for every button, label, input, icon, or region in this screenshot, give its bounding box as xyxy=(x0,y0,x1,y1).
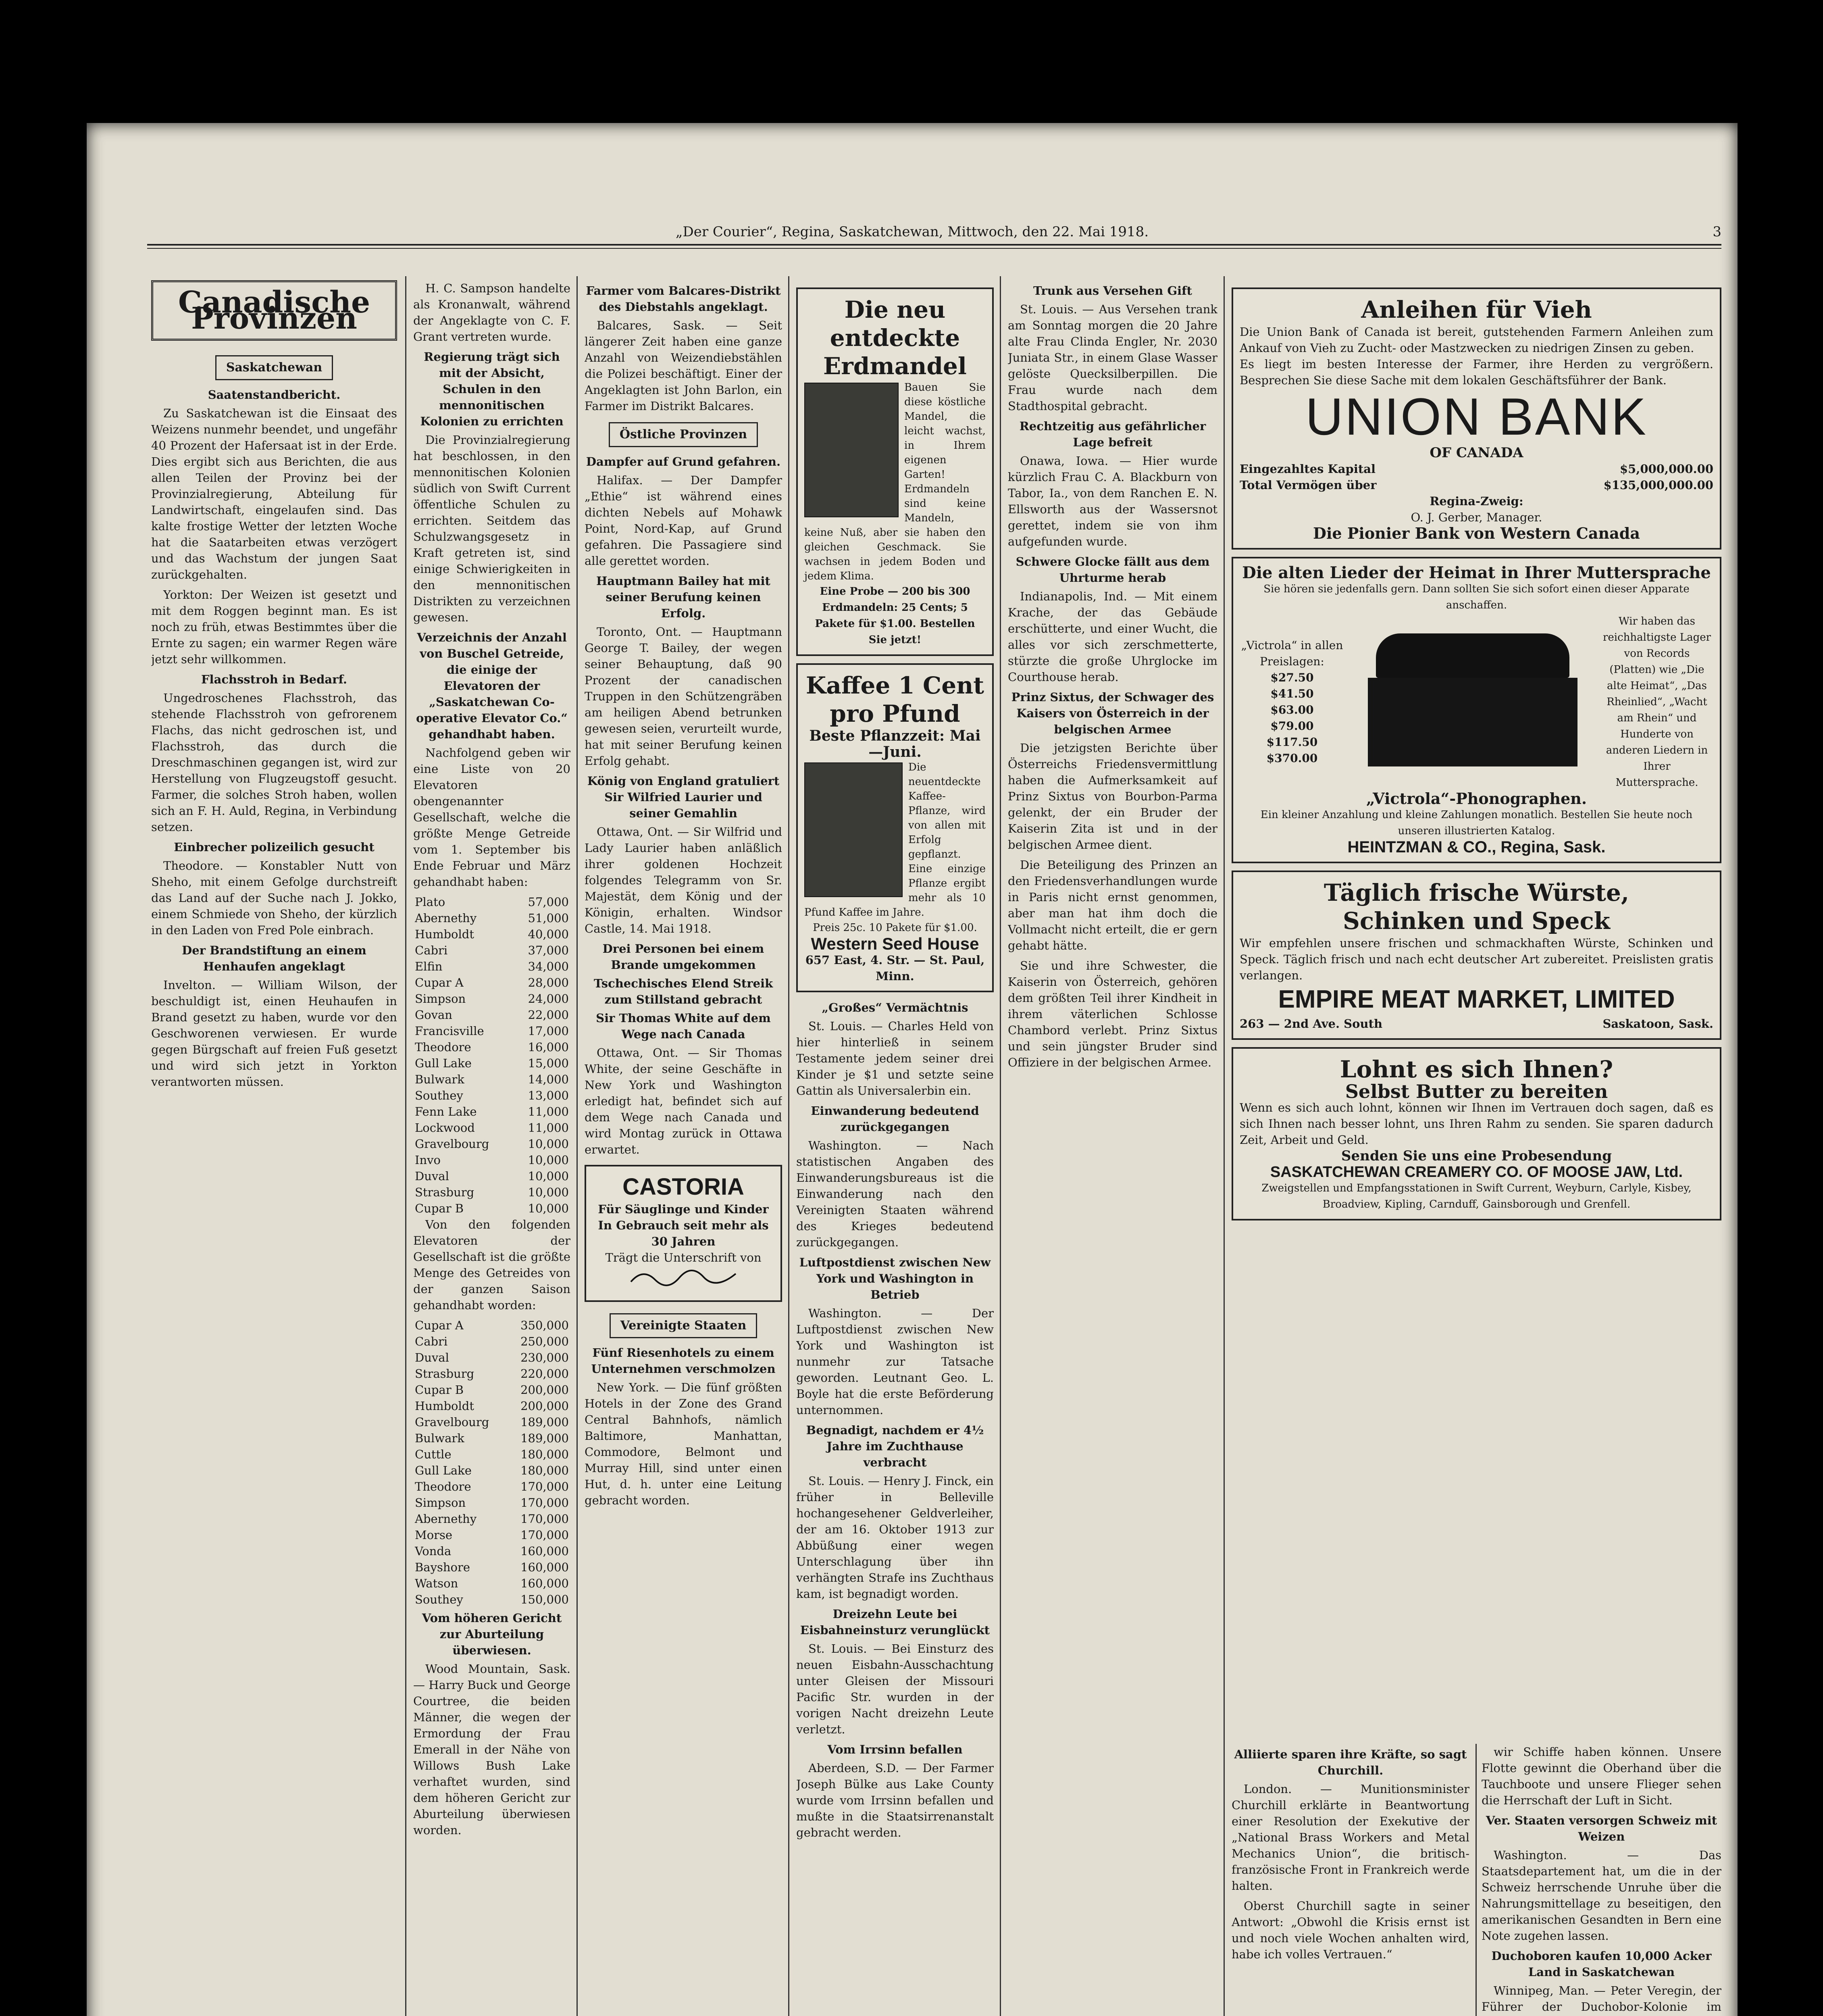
elevator-station: Lockwood xyxy=(415,1121,475,1135)
table-row xyxy=(413,1007,570,1023)
table-row xyxy=(413,942,570,958)
masthead-rule-thin xyxy=(147,248,1721,249)
bushel-count: 34,000 xyxy=(528,960,569,973)
article-text: Aberdeen, S.D. — Der Farmer Joseph Bülke aus Lake County wurde vom Irrsinn befallen und mußte in die Staatsirrenanstalt gebracht werden. xyxy=(796,1761,994,1839)
headline: Ver. Staaten versorgen Schweiz mit Weizen xyxy=(1486,1814,1717,1843)
bushel-count: 230,000 xyxy=(520,1351,569,1364)
article-text: Washington. — Nach statistischen Angaben des Einwanderungsbureaus ist die Einwanderung nach den Vereinigten Staaten während des Krieges bedeutend zurückgegangen. xyxy=(796,1139,994,1249)
price-value: $27.50 xyxy=(1270,671,1314,684)
article-text: Onawa, Iowa. — Hier wurde kürzlich Frau C. A. Blackburn von Tabor, Ia., von dem Ranchen E. N. Ellsworth aus der Wassersnot gerettet, indem sie von ihm aufgefunden wurde. xyxy=(1008,454,1217,548)
bushel-count: 170,000 xyxy=(520,1528,569,1542)
article-text: Winnipeg, Man. — Peter Veregin, der Führer der Duchobor-Kolonie im xyxy=(1482,1984,1721,2014)
price-values xyxy=(1240,670,1344,766)
ad-text: Wir haben das reichhaltigste Lager von Records (Platten) wie „Die alte Heimat“, „Das Rheinlied“, „Wacht am Rhein“ und Hunderte von anderen Liedern in Ihrer Muttersprache. xyxy=(1602,615,1711,789)
bushel-count: 13,000 xyxy=(528,1089,569,1102)
coffee-ad xyxy=(796,663,994,992)
headline: Fünf Riesenhotels zu einem Unternehmen verschmolzen xyxy=(591,1346,776,1376)
table-row xyxy=(413,1168,570,1184)
headline: Dampfer auf Grund gefahren. xyxy=(586,455,781,469)
masthead-rule xyxy=(147,244,1721,246)
column-rule xyxy=(576,276,578,2016)
headline: Dreizehn Leute bei Eisbahneinsturz verunglückt xyxy=(800,1607,990,1637)
elevator-station: Cupar B xyxy=(415,1202,464,1215)
bushel-count: 150,000 xyxy=(520,1593,569,1606)
headline: Rechtzeitig aus gefährlicher Lage befreit xyxy=(1019,419,1206,449)
elevator-station: Plato xyxy=(415,895,445,909)
article-text: Toronto, Ont. — Hauptmann George T. Bailey, der wegen seiner Behauptung, daß 90 Prozent der canadischen Truppen in den Schützengräben am heiligen Abend betrunken gewesen seien, verurteilt wurde, hat mit seiner Berufung keinen Erfolg gehabt. xyxy=(585,625,782,768)
article-text: H. C. Sampson handelte als Kronanwalt, während der Angeklagte von C. F. Grant vertreten wurde. xyxy=(413,281,570,344)
article-text: Die Beteiligung des Prinzen an den Friedensverhandlungen wurde in Paris nicht ernst genommen, aber man hat ihm doch die Vollmacht nicht erteilt, die er gern gehabt hätte. xyxy=(1008,858,1217,952)
table-row xyxy=(413,1104,570,1120)
table-row xyxy=(413,958,570,975)
ad-title: Die alten Lieder der Heimat in Ihrer Muttersprache xyxy=(1242,563,1711,582)
elevator-table-1 xyxy=(413,894,570,1216)
article-text: Die jetzigsten Berichte über Österreichs Friedensvermittlung haben die Aufmerksamkeit auf Prinz Sixtus von Bourbon-Parma gelenkt, der ein Bruder der Kaiserin Zita ist und in der belgischen Armee dient. xyxy=(1008,741,1217,852)
headline: Duchoboren kaufen 10,000 Acker Land in Saskatchewan xyxy=(1491,1949,1712,1979)
bushel-count: 10,000 xyxy=(528,1137,569,1151)
ad-company: HEINTZMAN & CO., Regina, Sask. xyxy=(1347,838,1606,856)
ad-title: Schinken und Speck xyxy=(1343,907,1610,935)
headline: Prinz Sixtus, der Schwager des Kaisers von Österreich in der belgischen Armee xyxy=(1011,690,1214,736)
ad-title: Die neu entdeckte Erdmandel xyxy=(823,296,967,380)
headline: Farmer vom Balcares-Distrikt des Diebstahls angeklagt. xyxy=(586,284,781,314)
bushel-count: 250,000 xyxy=(520,1335,569,1348)
column-rule xyxy=(1224,276,1225,2016)
elevator-station: Cupar A xyxy=(415,1318,464,1332)
coffee-plant-illustration xyxy=(804,762,903,897)
elevator-station: Gravelbourg xyxy=(415,1137,489,1151)
page-number: 3 xyxy=(1713,224,1721,240)
column-1 xyxy=(151,280,397,2016)
headline: Saatenstandbericht. xyxy=(208,388,341,402)
bushel-count: 170,000 xyxy=(520,1480,569,1493)
column-6-lower xyxy=(1482,1744,1721,2016)
ad-price: Eine Probe — 200 bis 300 Erdmandeln: 25 Cents; 5 Pakete für $1.00. Bestellen Sie jetzt! xyxy=(815,585,975,646)
elevator-station: Humboldt xyxy=(415,1399,474,1413)
ad-text: Wir empfehlen unsere frischen und schmackhaften Würste, Schinken und Speck. Täglich frisch und nach echt deutscher Art zubereitet. Preislisten gratis verlangen. xyxy=(1240,936,1713,982)
table-row xyxy=(413,910,570,926)
bushel-count: 160,000 xyxy=(520,1577,569,1590)
ad-text: Bauen Sie diese köstliche Mandel, die leicht wachst, in Ihrem eigenen Garten! Erdmandeln sind keine Mandeln, keine Nuß, aber sie haben den gleichen Geschmack. Sie wachsen in jedem Boden und jedem Klima. xyxy=(804,381,986,582)
manager-name: O. J. Gerber, Manager. xyxy=(1411,510,1542,524)
capital-label: Eingezahltes Kapital xyxy=(1240,462,1376,476)
table-row xyxy=(413,1120,570,1136)
bushel-count: 350,000 xyxy=(520,1318,569,1332)
victrola-ad xyxy=(1232,557,1721,863)
ad-text: Die Union Bank of Canada ist bereit, gutstehenden Farmern Anleihen zum Ankauf von Vieh zu Zucht- oder Mastzwecken zu niedrigen Zinsen zu geben. xyxy=(1240,325,1713,355)
castoria-title: CASTORIA xyxy=(622,1174,744,1200)
price-list xyxy=(1240,637,1344,766)
article-text: Yorkton: Der Weizen ist gesetzt und mit dem Roggen beginnt man. Es ist noch zu früh, etwas Bestimmtes über die Ernte zu sagen; ein warmer Regen wäre jetzt sehr willkommen. xyxy=(151,588,397,666)
section-label: Saskatchewan xyxy=(215,355,333,380)
ad-title: Anleihen für Vieh xyxy=(1361,296,1592,323)
price-value: $63.00 xyxy=(1270,703,1314,716)
article-text: St. Louis. — Charles Held von hier hinterließ in seinem Testamente jedem seiner drei Kinder je $1 und setzte seine Gattin als Universalerbin ein. xyxy=(796,1019,994,1098)
bank-name: UNION BANK xyxy=(1305,387,1648,446)
headline: Schwere Glocke fällt aus dem Uhrturme herab xyxy=(1016,555,1210,585)
bushel-count: 160,000 xyxy=(520,1560,569,1574)
headline: Hauptmann Bailey hat mit seiner Berufung keinen Erfolg. xyxy=(596,574,770,620)
elevator-station: Fenn Lake xyxy=(415,1105,477,1118)
article-text: Sie und ihre Schwester, die Kaiserin von Österreich, gehören dem größten Teil ihrer Kindheit in ihrem väterlichen Schlosse Chambord verlebt. Prinz Sixtus und sein jüngster Bruder sind Offiziere in der belgischen Armee. xyxy=(1008,959,1217,1069)
table-row xyxy=(413,1575,570,1591)
bushel-count: 189,000 xyxy=(520,1431,569,1445)
elevator-station: Cupar A xyxy=(415,976,464,989)
elevator-station: Bayshore xyxy=(415,1560,470,1574)
bushel-count: 170,000 xyxy=(520,1512,569,1526)
bushel-count: 24,000 xyxy=(528,992,569,1006)
bushel-count: 37,000 xyxy=(528,943,569,957)
victrola-cabinet-illustration xyxy=(1368,633,1577,771)
bushel-count: 10,000 xyxy=(528,1202,569,1215)
table-row xyxy=(413,1317,570,1333)
article-text: London. — Munitionsminister Churchill erklärte in Beantwortung einer Resolution der Exekutive der „National Brass Workers and Metal Mechanics Union“, die britisch-französische Front in Frankreich werde halten. xyxy=(1232,1782,1469,1893)
table-row xyxy=(413,1350,570,1366)
article-text: Theodore. — Konstabler Nutt von Sheho, mit einem Gefolge durchstreift das Land auf der Suche nach J. Jokko, einem Schmiede von Sheho, der kürzlich in den Laden von Fred Pole einbrach. xyxy=(151,859,397,937)
elevator-station: Elfin xyxy=(415,960,443,973)
signature-image xyxy=(627,1266,740,1290)
elevator-station: Bulwark xyxy=(415,1431,464,1445)
bushel-count: 10,000 xyxy=(528,1185,569,1199)
table-row xyxy=(413,1559,570,1575)
elevator-station: Abernethy xyxy=(415,911,477,925)
elevator-station: Duval xyxy=(415,1351,449,1364)
article-text: St. Louis. — Aus Versehen trank am Sonntag morgen die 20 Jahre alte Frau Clinda Engler, Nr. 2030 Juniata Str., in einem Glase Wasser gelöste Quecksilberpillen. Die Frau wurde nach dem Stadthospital gebracht. xyxy=(1008,302,1217,413)
capital-value: $5,000,000.00 xyxy=(1619,462,1713,476)
creamery-ad xyxy=(1232,1047,1721,1220)
headline: Einwanderung bedeutend zurückgegangen xyxy=(811,1104,979,1134)
table-row xyxy=(413,1527,570,1543)
elevator-station: Abernethy xyxy=(415,1512,477,1526)
table-row xyxy=(413,1543,570,1559)
elevator-station: Cabri xyxy=(415,1335,448,1348)
headline: König von England gratuliert Sir Wilfried Laurier und seiner Gemahlin xyxy=(587,774,780,820)
ad-company: EMPIRE MEAT MARKET, LIMITED xyxy=(1278,985,1675,1013)
headline: Tschechisches Elend Streik zum Stillstand gebracht xyxy=(593,977,773,1006)
bushel-count: 10,000 xyxy=(528,1169,569,1183)
ad-subtitle: Selbst Butter zu bereiten xyxy=(1345,1081,1608,1102)
table-row xyxy=(413,1414,570,1430)
price-value: $79.00 xyxy=(1270,719,1314,733)
bushel-count: 57,000 xyxy=(528,895,569,909)
elevator-station: Southey xyxy=(415,1089,463,1102)
article-text: Nachfolgend geben wir eine Liste von 20 Elevatoren obengenannter Gesellschaft, welche die größte Menge Getreide vom 1. September bis Ende Februar und März gehandhabt haben: xyxy=(413,746,570,889)
table-row xyxy=(413,1071,570,1087)
ad-text: Es liegt im besten Interesse der Farmer, ihre Herden zu vergrößern. Besprechen Sie diese Sache mit dem lokalen Geschäftsführer der Bank. xyxy=(1240,357,1713,387)
table-row xyxy=(413,1055,570,1071)
assets-value: $135,000,000.00 xyxy=(1603,478,1713,492)
table-row xyxy=(413,1462,570,1479)
ad-text: Ein kleiner Anzahlung und kleine Zahlungen monatlich. Bestellen Sie heute noch unseren illustrierten Katalog. xyxy=(1260,809,1693,837)
masthead-text: „Der Courier“, Regina, Saskatchewan, Mittwoch, den 22. Mai 1918. xyxy=(675,224,1149,240)
article-text: Washington. — Der Luftpostdienst zwischen New York und Washington ist nunmehr zur Tatsache geworden. Leutnant Geo. L. Boyle hat die erste Beförderung unternommen. xyxy=(796,1306,994,1417)
castoria-ad xyxy=(585,1165,782,1302)
article-text: Balcares, Sask. — Seit längerer Zeit haben eine ganze Anzahl von Weizendiebstählen die Polizei beschäftigt. Einer der Angeklagten ist John Barlon, ein Farmer im Distrikt Balcares. xyxy=(585,319,782,413)
column-rule xyxy=(788,276,789,2016)
headline: „Großes“ Vermächtnis xyxy=(822,1001,968,1014)
table-row xyxy=(413,1136,570,1152)
article-text: Washington. — Das Staatsdepartement hat, um die in der Schweiz herrschende Unruhe über die Nahrungsmittellage zu beseitigen, den amerikanischen Gesandten in Bern eine Note zugehen lassen. xyxy=(1482,1848,1721,1943)
product-name: „Victrola“-Phonographen. xyxy=(1366,789,1587,808)
elevator-station: Simpson xyxy=(415,992,466,1006)
ad-title: Täglich frische Würste, xyxy=(1324,879,1629,906)
headline: Begnadigt, nachdem er 4½ Jahre im Zuchthause verbracht xyxy=(806,1423,984,1469)
ad-title: Lohnt es sich Ihnen? xyxy=(1340,1056,1613,1083)
elevator-station: Humboldt xyxy=(415,927,474,941)
article-text: Von den folgenden Elevatoren der Gesellschaft ist die größte Menge des Getreides von der ganzen Saison gehandhabt worden: xyxy=(413,1218,570,1312)
headline: Verzeichnis der Anzahl von Buschel Getreide, die einige der Elevatoren der „Saskatchewan Co-operative Elevator Co.“ gehandhabt haben. xyxy=(416,631,568,741)
elevator-station: Cuttle xyxy=(415,1447,452,1461)
elevator-station: Strasburg xyxy=(415,1367,474,1381)
table-row xyxy=(413,991,570,1007)
ad-text: Wenn es sich auch lohnt, können wir Ihnen im Vertrauen doch sagen, daß es sich Ihnen nach besser lohnt, uns Ihren Rahm zu senden. Sie sparen dadurch Zeit, Arbeit und Geld. xyxy=(1240,1101,1713,1147)
article-text: Ottawa, Ont. — Sir Thomas White, der seine Geschäfte in New York und Washington erledigt hat, befindet sich auf dem Wege nach Canada und wird Montag zurück in Ottawa erwartet. xyxy=(585,1046,782,1156)
bushel-count: 51,000 xyxy=(528,911,569,925)
bank-subtitle: OF CANADA xyxy=(1430,445,1523,461)
article-text: Die Provinzialregierung hat beschlossen, in den mennonitischen Kolonien südlich von Swift Current öffentliche Schulen zu errichten. Seitdem das Schulzwangsgesetz in Kraft getreten ist, sind einige Schwierigkeiten in den mennonitischen Distrikten zu verzeichnen gewesen. xyxy=(413,433,570,624)
article-text: Zu Saskatchewan ist die Einsaat des Weizens nunmehr beendet, und ungefähr 40 Prozent der Hafersaat ist in der Erde. Dies ergibt sich aus Berichten, die aus allen Teilen der Provinz bei der Provinzialregierung, Abteilung für Landwirtschaft, eingelaufen sind. Das kalte frostige Wetter der letzten Woche hat die Saatarbeiten etwas verzögert und das Wachstum der jungen Saat zurückgehalten. xyxy=(151,406,397,581)
ad-company: SASKATCHEWAN CREAMERY CO. OF MOOSE JAW, Ltd. xyxy=(1270,1164,1683,1181)
masthead xyxy=(87,224,1738,240)
elevator-station: Vonda xyxy=(415,1544,452,1558)
ad-branches: Zweigstellen und Empfangsstationen in Swift Current, Weyburn, Carlyle, Kisbey, Broadview, Kipling, Carnduff, Gainsborough und Grenfell. xyxy=(1261,1182,1692,1210)
column-5 xyxy=(1008,280,1217,1369)
bushel-count: 14,000 xyxy=(528,1073,569,1086)
bushel-count: 220,000 xyxy=(520,1367,569,1381)
headline: Vom höheren Gericht zur Aburteilung überwiesen. xyxy=(422,1611,562,1657)
table-row xyxy=(413,894,570,910)
column-4 xyxy=(796,280,994,2016)
elevator-station: Francisville xyxy=(415,1024,484,1038)
ad-address: 657 East, 4. Str. — St. Paul, Minn. xyxy=(805,953,985,983)
table-row xyxy=(413,1184,570,1200)
almond-plant-illustration xyxy=(804,383,899,517)
headline: Trunk aus Versehen Gift xyxy=(1033,284,1192,298)
table-row xyxy=(413,1023,570,1039)
table-row xyxy=(413,1382,570,1398)
bushel-count: 10,000 xyxy=(528,1153,569,1167)
bushel-count: 200,000 xyxy=(520,1399,569,1413)
table-row xyxy=(413,1430,570,1446)
ad-title: Kaffee 1 Cent pro Pfund xyxy=(805,672,984,727)
bushel-count: 170,000 xyxy=(520,1496,569,1510)
bushel-count: 200,000 xyxy=(520,1383,569,1397)
headline: Regierung trägt sich mit der Absicht, Schulen in den mennonitischen Kolonien zu errichten xyxy=(420,350,564,428)
table-row xyxy=(413,1152,570,1168)
elevator-station: Gull Lake xyxy=(415,1464,472,1477)
article-text: St. Louis. — Henry J. Finck, ein früher in Belleville hochangesehener Geldverleiher, der am 16. Oktober 1913 zur Abbüßung einer wegen Unterschlagung über ihn verhängten Strafe ins Zuchthaus kam, ist begnadigt worden. xyxy=(796,1474,994,1601)
bushel-count: 180,000 xyxy=(520,1464,569,1477)
branch-label: Regina-Zweig: xyxy=(1430,494,1523,508)
elevator-station: Gravelbourg xyxy=(415,1415,489,1429)
castoria-line: In Gebrauch seit mehr als 30 Jahren xyxy=(598,1218,769,1248)
article-text: Indianapolis, Ind. — Mit einem Krache, der das Gebäude erschütterte, und einer Wucht, die alles vor sich zerschmetterte, stürzte die große Uhrglocke im Courthouse herab. xyxy=(1008,589,1217,684)
column-rule xyxy=(1000,276,1001,2016)
ad-cta: Senden Sie uns eine Probesendung xyxy=(1341,1148,1612,1164)
elevator-station: Bulwark xyxy=(415,1073,464,1086)
elevator-station: Simpson xyxy=(415,1496,466,1510)
table-row xyxy=(413,1333,570,1350)
elevator-station: Cabri xyxy=(415,943,448,957)
table-row xyxy=(413,1039,570,1055)
bushel-count: 40,000 xyxy=(528,927,569,941)
table-row xyxy=(413,1087,570,1104)
column-5-lower xyxy=(1232,1744,1469,2016)
table-row xyxy=(413,1495,570,1511)
assets-label: Total Vermögen über xyxy=(1240,478,1377,492)
elevator-station: Govan xyxy=(415,1008,452,1022)
table-row xyxy=(413,975,570,991)
article-text: St. Louis. — Bei Einsturz des neuen Eisbahn-Ausschachtung unter Gleisen der Missouri Pacific Str. wurden in der vorigen Nacht dreizehn Leute verletzt. xyxy=(796,1642,994,1736)
ad-company: Western Seed House xyxy=(811,934,979,953)
newspaper-page xyxy=(87,123,1738,2016)
table-row xyxy=(413,1366,570,1382)
elevator-table-2 xyxy=(413,1317,570,1608)
ad-price: Preis 25c. 10 Pakete für $1.00. xyxy=(813,922,977,934)
ad-subtitle: Beste Pflanzzeit: Mai—Juni. xyxy=(809,727,981,760)
union-bank-ad xyxy=(1232,287,1721,550)
bushel-count: 28,000 xyxy=(528,976,569,989)
erdmandel-ad xyxy=(796,287,994,656)
headline: Der Brandstiftung an einem Henhaufen angeklagt xyxy=(182,943,366,973)
bushel-count: 11,000 xyxy=(528,1121,569,1135)
price-value: $117.50 xyxy=(1266,735,1318,749)
bushel-count: 160,000 xyxy=(520,1544,569,1558)
bushel-count: 22,000 xyxy=(528,1008,569,1022)
ad-city: Saskatoon, Sask. xyxy=(1602,1017,1713,1031)
article-text: Halifax. — Der Dampfer „Ethie“ ist während eines dichten Nebels auf Mohawk Point, Nord-Kap, auf Grund gefahren. Die Passagiere sind alle gerettet worden. xyxy=(585,473,782,568)
table-row xyxy=(413,1511,570,1527)
castoria-line: Trägt die Unterschrift von xyxy=(605,1251,762,1264)
bank-slogan: Die Pionier Bank von Western Canada xyxy=(1313,524,1640,542)
article-text: New York. — Die fünf größten Hotels in der Zone des Grand Central Bahnhofs, nämlich Baltimore, Manhattan, Commodore, Belmont und Murray Hill, sind unter einen Hut, d. h. unter eine Leitung gebracht worden. xyxy=(585,1381,782,1507)
elevator-station: Duval xyxy=(415,1169,449,1183)
elevator-station: Southey xyxy=(415,1593,463,1606)
bushel-count: 17,000 xyxy=(528,1024,569,1038)
bushel-count: 15,000 xyxy=(528,1056,569,1070)
bushel-count: 11,000 xyxy=(528,1105,569,1118)
table-row xyxy=(413,1200,570,1216)
ad-address: 263 — 2nd Ave. South xyxy=(1240,1017,1383,1031)
table-row xyxy=(413,1479,570,1495)
table-row xyxy=(413,1591,570,1608)
column-3 xyxy=(585,280,782,2016)
bushel-count: 16,000 xyxy=(528,1040,569,1054)
headline: Sir Thomas White auf dem Wege nach Canada xyxy=(596,1011,771,1041)
meat-market-ad xyxy=(1232,871,1721,1040)
article-text: Wood Mountain, Sask. — Harry Buck und George Courtree, die beiden Männer, die wegen der Ermordung der Frau Emerall in der Nähe von Willows Bush Lake verhaftet wurden, sind dem höheren Gericht zur Aburteilung überwiesen worden. xyxy=(413,1662,570,1837)
bushel-count: 180,000 xyxy=(520,1447,569,1461)
price-list-label: „Victrola“ in allen Preislagen: xyxy=(1241,639,1343,668)
section-label: Vereinigte Staaten xyxy=(610,1313,758,1338)
headline: Flachsstroh in Bedarf. xyxy=(201,673,348,686)
headline: Luftpostdienst zwischen New York und Washington in Betrieb xyxy=(799,1256,991,1302)
elevator-station: Cupar B xyxy=(415,1383,464,1397)
article-text: Oberst Churchill sagte in seiner Antwort: „Obwohl die Krisis ernst ist und noch viele Wochen anhalten wird, habe ich volles Vertrauen.“ xyxy=(1232,1899,1469,1961)
column-rule xyxy=(405,276,406,2016)
elevator-station: Invo xyxy=(415,1153,441,1167)
article-text: Invelton. — William Wilson, der beschuldigt ist, einen Heuhaufen in Brand gesetzt zu haben, wurde vor den Geschworenen verwiesen. Er wurde gegen Bürgschaft auf freien Fuß gesetzt und wird sich jetzt in Yorkton verantworten müssen. xyxy=(151,978,397,1089)
bushel-count: 189,000 xyxy=(520,1415,569,1429)
column-rule xyxy=(1475,1744,1477,2016)
ad-text: Die neuentdeckte Kaffee-Pflanze, wird von allen mit Erfolg gepflanzt. Eine einzige Pflanze ergibt mehr als 10 Pfund Kaffee im Jahre. xyxy=(804,761,986,918)
castoria-line: Für Säuglinge und Kinder xyxy=(598,1202,769,1216)
column-2 xyxy=(413,280,570,2016)
section-title: Canadische Provinzen xyxy=(151,280,397,341)
ad-subtitle: Sie hören sie jedenfalls gern. Dann sollten Sie sich sofort einen dieser Apparate anschaffen. xyxy=(1263,583,1690,611)
elevator-station: Morse xyxy=(415,1528,453,1542)
elevator-station: Theodore xyxy=(415,1480,471,1493)
elevator-station: Theodore xyxy=(415,1040,471,1054)
headline: Drei Personen bei einem Brande umgekommen xyxy=(602,942,764,972)
table-row xyxy=(413,1446,570,1462)
table-row xyxy=(413,926,570,942)
price-value: $370.00 xyxy=(1266,752,1318,765)
elevator-station: Watson xyxy=(415,1577,458,1590)
table-row xyxy=(413,1398,570,1414)
elevator-station: Strasburg xyxy=(415,1185,474,1199)
headline: Einbrecher polizeilich gesucht xyxy=(174,840,375,854)
article-text: Ottawa, Ont. — Sir Wilfrid und Lady Laurier haben anläßlich ihrer goldenen Hochzeit folgendes Telegramm von Sr. Majestät, dem König und der Königin, erhalten. Windsor Castle, 14. Mai 1918. xyxy=(585,825,782,935)
column-6 xyxy=(1232,280,1721,1740)
section-label: Östliche Provinzen xyxy=(609,422,758,447)
article-text: wir Schiffe haben können. Unsere Flotte gewinnt die Oberhand über die Tauchboote und unsere Flieger sehen die Herrschaft der Luft in Sicht. xyxy=(1482,1745,1721,1807)
headline: Vom Irrsinn befallen xyxy=(827,1743,963,1756)
elevator-station: Gull Lake xyxy=(415,1056,472,1070)
headline: Alliierte sparen ihre Kräfte, so sagt Churchill. xyxy=(1234,1747,1467,1777)
article-text: Ungedroschenes Flachsstroh, das stehende Flachsstroh von gefrorenem Flachs, das nicht gedroschen ist, und Flachsstroh, das durch die Dreschmaschinen gegangen ist, wird zur Herstellung von Flugzeugstoff gesucht. Farmer, die solches Stroh haben, wollen sich an F. H. Auld, Regina, in Verbindung setzen. xyxy=(151,691,397,834)
price-value: $41.50 xyxy=(1270,687,1314,700)
